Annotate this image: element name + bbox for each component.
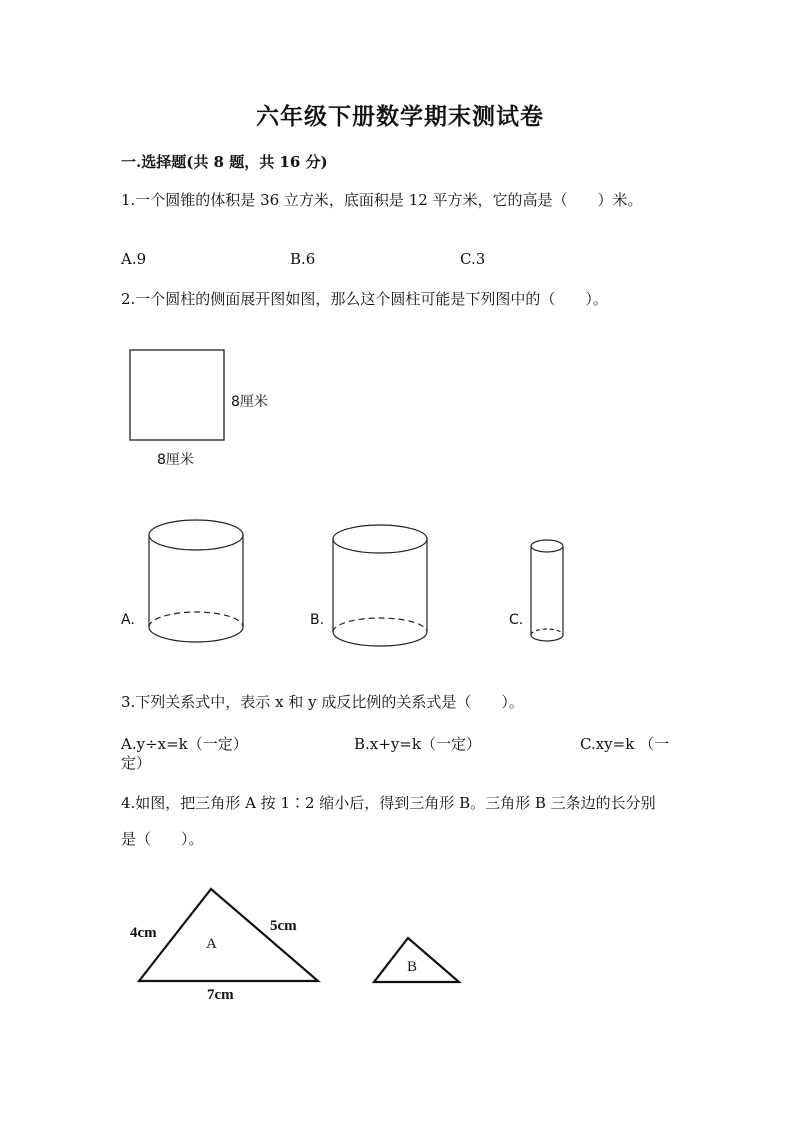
question-1-option-b: B.6 [290,250,316,268]
triangle-b-name: B [407,959,418,975]
square-side-label-right: 8厘米 [231,394,268,410]
cylinder-c-label: C. [509,612,524,628]
question-4-text-line2: 是（ ）。 [121,830,204,848]
page-title: 六年级下册数学期末测试卷 [256,103,544,130]
cylinder-a-label: A. [121,612,135,628]
question-3-option-a: A.y÷x=k（一定） [121,735,248,753]
question-1-text: 1.一个圆锥的体积是 36 立方米，底面积是 12 平方米，它的高是（ ）米。 [121,191,643,209]
question-2-text: 2.一个圆柱的侧面展开图如图，那么这个圆柱可能是下列图中的（ ）。 [121,290,608,308]
section-heading: 一.选择题(共 8 题，共 16 分) [121,153,328,171]
question-4-text-line1: 4.如图，把三角形 A 按 1∶2 缩小后，得到三角形 B。三角形 B 三条边的长分别 [121,794,656,812]
question-3-option-c: C.xy=k （一 [580,735,670,753]
question-3-text: 3.下列关系式中，表示 x 和 y 成反比例的关系式是（ ）。 [121,693,524,711]
triangle-a-left-side-label: 4cm [130,925,157,941]
question-3-option-b: B.x+y=k（一定） [354,735,481,753]
question-3-option-c-wrap: 定） [121,754,152,772]
triangle-a-name: A [206,936,217,952]
question-1-option-c: C.3 [460,250,486,268]
triangle-a-right-side-label: 5cm [270,918,297,934]
square-side-label-bottom: 8厘米 [157,452,194,468]
triangle-a-bottom-side-label: 7cm [207,987,234,1003]
question-1-option-a: A.9 [121,250,147,268]
cylinder-b-label: B. [310,612,325,628]
